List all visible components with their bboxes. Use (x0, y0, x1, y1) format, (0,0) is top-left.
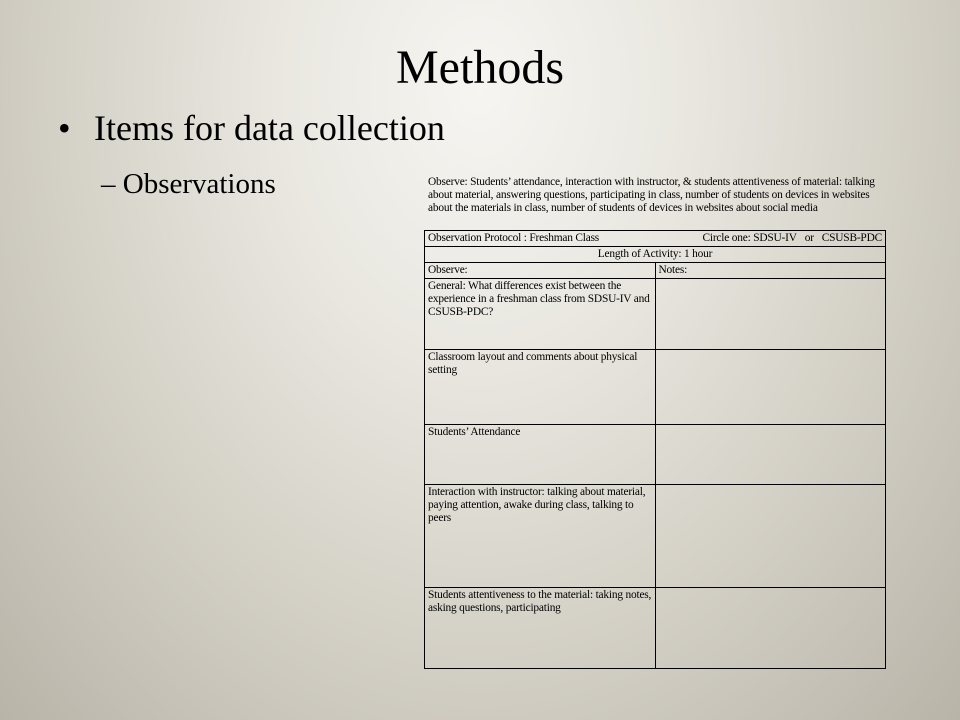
observation-protocol-document (424, 174, 888, 669)
bullet-item (58, 106, 445, 150)
circle-one-label: Circle one: SDSU-IV (702, 232, 797, 244)
notes-cell (655, 588, 886, 669)
observation-protocol-table (424, 230, 886, 669)
observe-instructions: Observe: Students’ attendance, interaction with instructor, & students attentiveness of material: talking about material, answering questions, participating in class, number of students on devices in websites about the materials in class, number of students of devices in websites about social media (428, 176, 875, 214)
slide-title: Methods (396, 41, 564, 94)
table-row (425, 485, 886, 588)
column-header-notes: Notes: (655, 263, 886, 279)
table-row (425, 350, 886, 425)
length-row (425, 247, 886, 263)
protocol-header-row (425, 231, 886, 247)
notes-cell (655, 485, 886, 588)
observe-cell-general: General: What differences exist between the experience in a freshman class from SDSU-IV and CSUSB-PDC? (425, 279, 656, 350)
table-row (425, 425, 886, 485)
notes-cell (655, 350, 886, 425)
notes-cell (655, 279, 886, 350)
column-header-row (425, 263, 886, 279)
notes-cell (655, 425, 886, 485)
protocol-label: Observation Protocol : Freshman Class (428, 232, 600, 244)
length-of-activity: Length of Activity: 1 hour (425, 247, 886, 263)
circle-one-options (702, 232, 882, 245)
bullet-dot: • (58, 108, 71, 148)
sub-bullet-text: Observations (122, 168, 276, 200)
observe-cell-classroom: Classroom layout and comments about physical setting (425, 350, 656, 425)
observe-cell-attendance: Students’ Attendance (425, 425, 656, 485)
table-row (425, 279, 886, 350)
circle-option-2: CSUSB-PDC (821, 232, 882, 244)
sub-bullet-dash: – (101, 168, 116, 200)
observe-cell-interaction: Interaction with instructor: talking about material, paying attention, awake during class, talking to peers (425, 485, 656, 588)
circle-or: or (804, 232, 814, 244)
protocol-header-cell (425, 231, 886, 247)
bullet-text: Items for data collection (94, 108, 445, 148)
table-row (425, 588, 886, 669)
sub-bullet-item (101, 166, 276, 202)
column-header-observe: Observe: (425, 263, 656, 279)
observe-cell-attentiveness: Students attentiveness to the material: taking notes, asking questions, participating (425, 588, 656, 669)
